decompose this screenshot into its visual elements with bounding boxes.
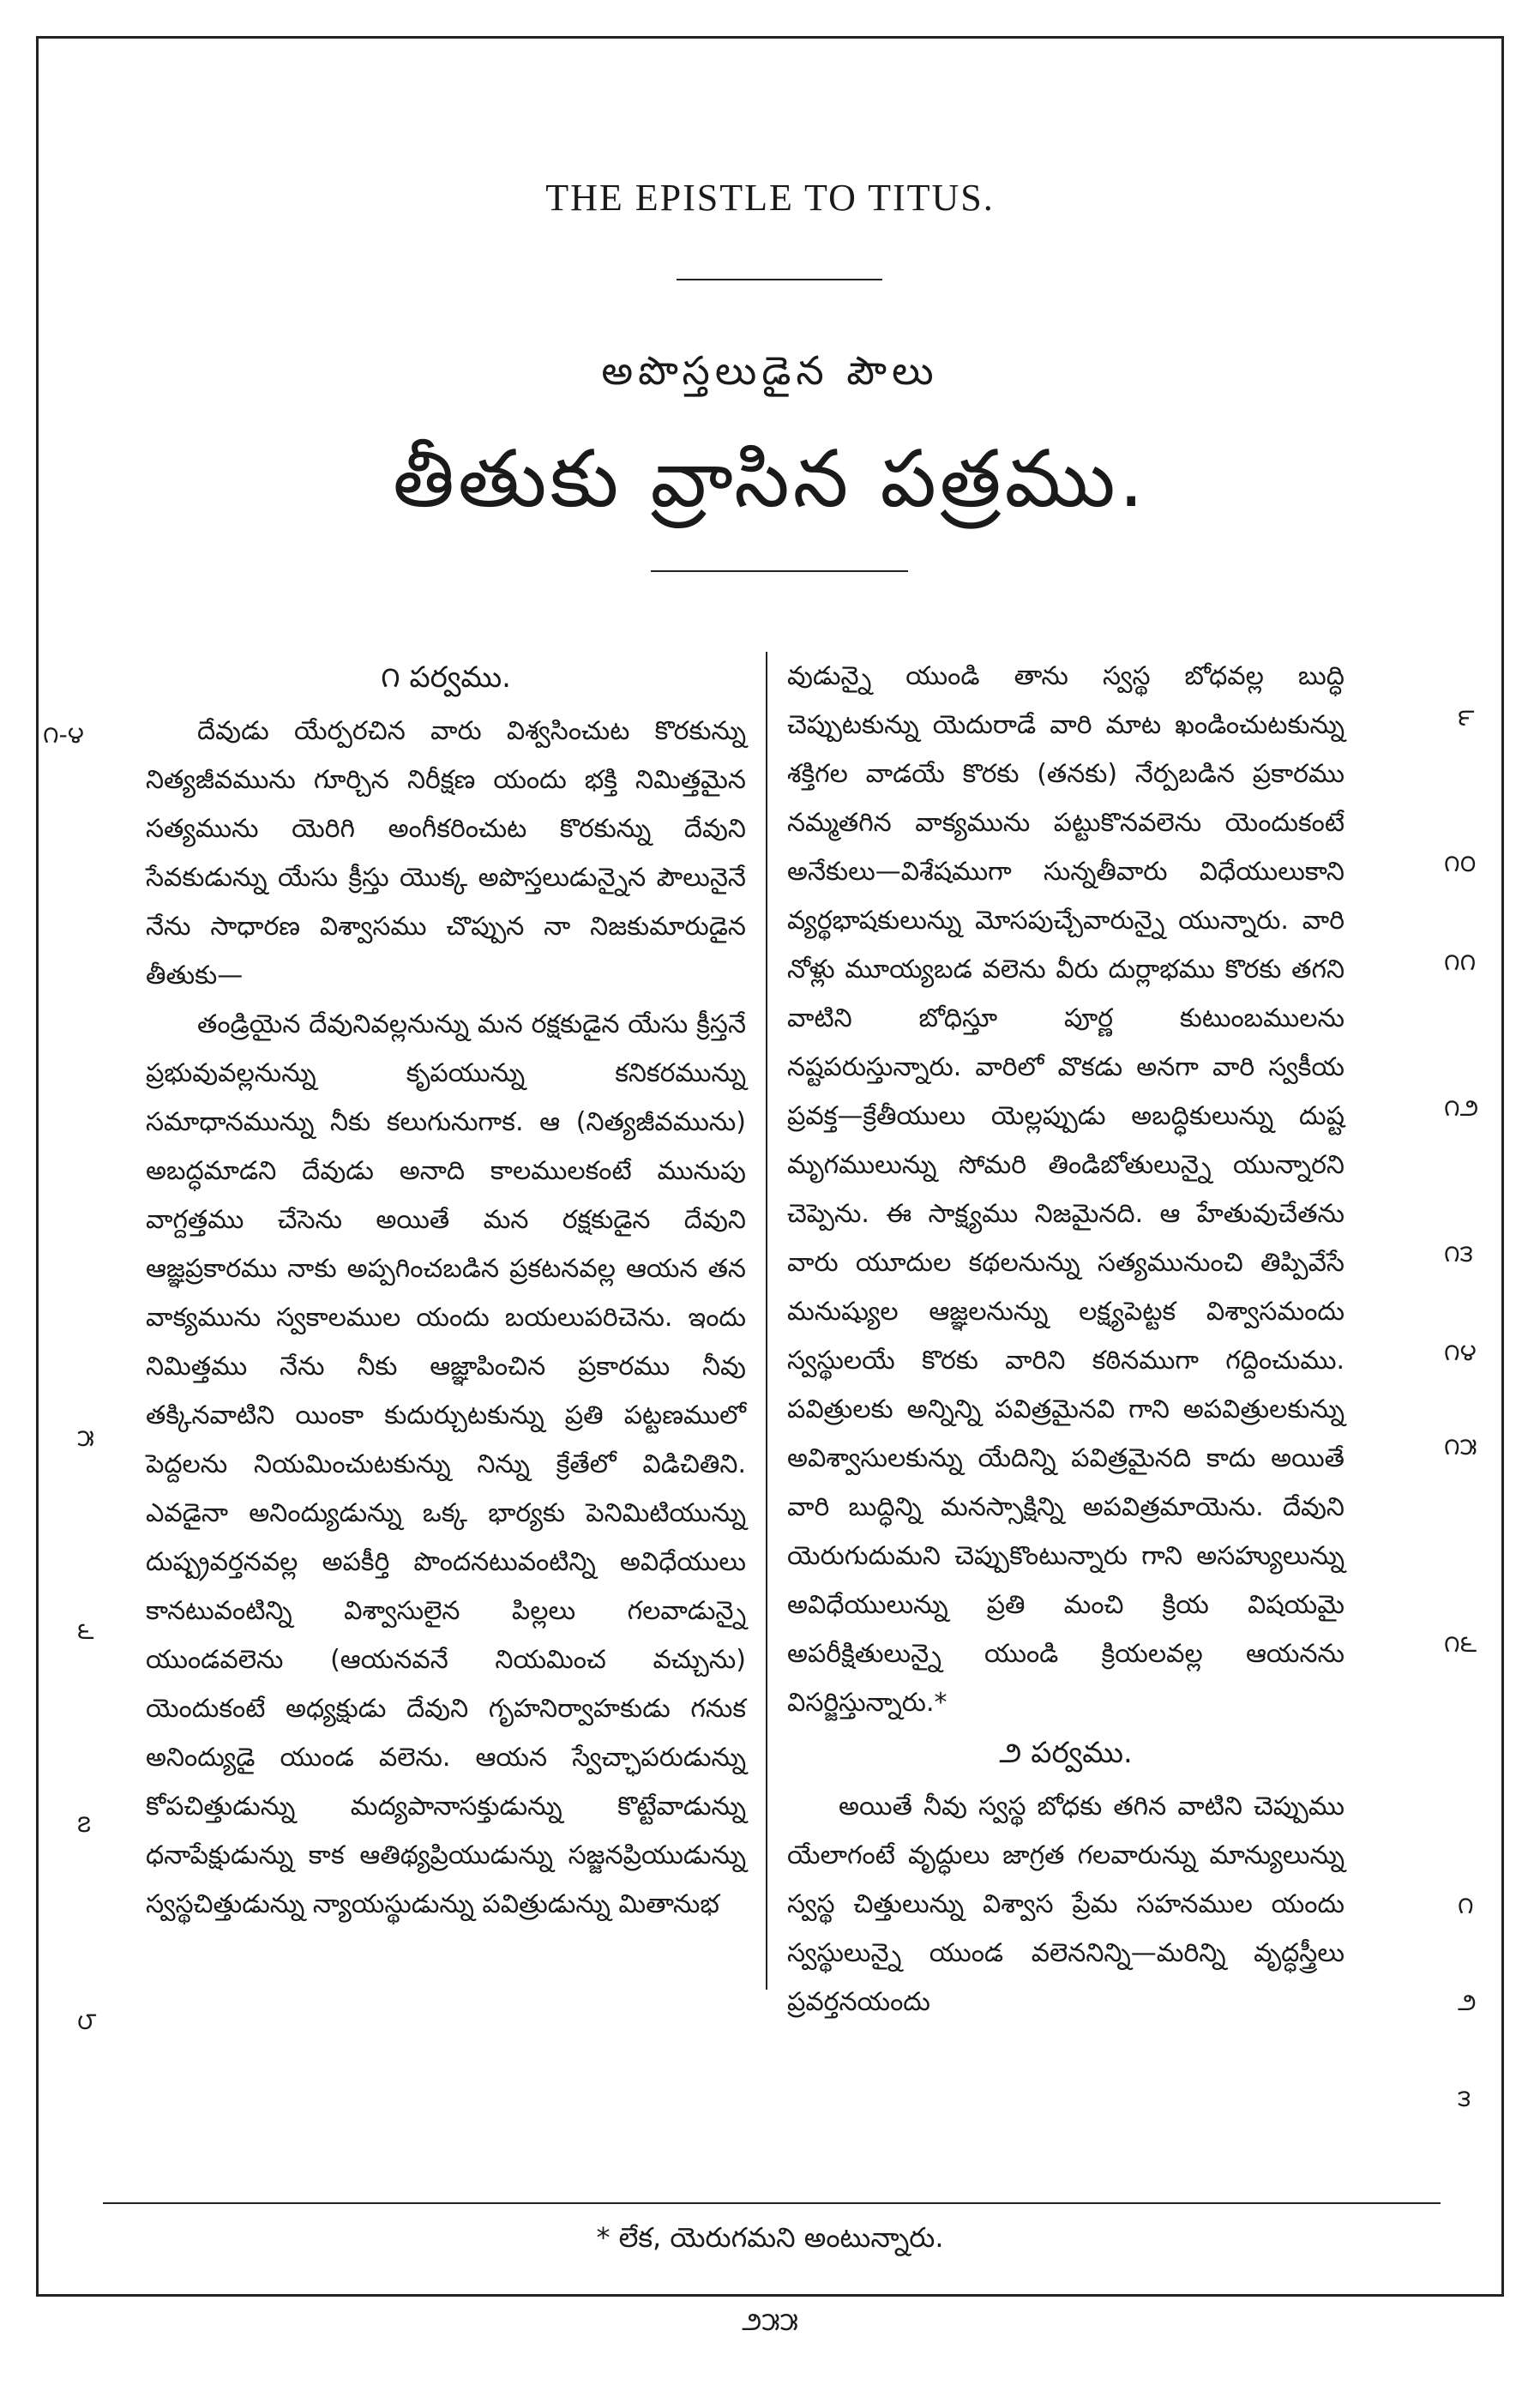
verse-marker: ౭	[77, 1810, 92, 1838]
left-column	[146, 652, 746, 1972]
title-rule-bottom	[651, 570, 908, 572]
verse-marker: ౧౩	[1444, 1239, 1473, 1268]
verse-marker: ౧౦	[1444, 849, 1477, 877]
verse-paragraph: వుడున్నై యుండి తాను స్వస్థ బోధవల్ల బుద్ధి చెప్పుటకున్ను యెదురాడే వారి మాట ఖండించుటకున్ను శక్తిగల వాడయే కొరకు (తనకు) నేర్పబడిన ప్రకారము నమ్మతగిన వాక్యమును పట్టుకొనవలెను యెందుకంటే అనేకులు—విశేషముగా సున్నతీవారు విధేయులుకాని వ్యర్థభాషకులున్ను మోసపుచ్చేవారున్నై యున్నారు. వారి నోళ్లు మూయ్యబడ వలెను వీరు దుర్లాభము కొరకు తగని వాటిని బోధిస్తూ పూర్ణ కుటుంబములను నష్టపరుస్తున్నారు. వారిలో వొకడు అనగా వారి స్వకీయ ప్రవక్త—క్రేతీయులు యెల్లప్పుడు అబద్ధికులున్ను దుష్ట మృగములున్ను సోమరి తిండిబోతులున్నై యున్నారని చెప్పెను. ఈ సాక్ష్యము నిజమైనది. ఆ హేతువుచేతను వారు యూదుల కథలనున్ను సత్యమునుంచి తిప్పివేసే మనుష్యుల ఆజ్ఞలనున్ను లక్ష్యపెట్టక విశ్వాసమందు స్వస్థులయే కొరకు వారిని కఠినముగా గద్దించుము. పవిత్రులకు అన్నిన్ని పవిత్రమైనవి గాని అపవిత్రులకున్ను అవిశ్వాసులకున్ను యేదిన్ని పవిత్రమైనది కాదు అయితే వారి బుద్ధిన్ని మనస్సాక్షిన్ని అపవిత్రమాయెను. దేవుని యెరుగుదుమని చెప్పుకొంటున్నారు గాని అసహ్యులున్ను అవిధేయులున్ను ప్రతి మంచి క్రియ విషయమై అపరీక్షితులున్నై యుండి క్రియలవల్ల ఆయనను విసర్జిస్తున్నారు.*	[787, 661, 1344, 1718]
verse-marker: ౧౪	[1444, 1338, 1477, 1366]
column-divider	[766, 652, 767, 1990]
footnote-rule	[103, 2202, 1441, 2204]
telugu-subtitle: అపొస్తలుడైన పౌలు	[601, 347, 939, 394]
chapter-2-heading: ౨ పర్వము.	[999, 1736, 1133, 1770]
verse-paragraph: తండ్రియైన దేవునివల్లనున్ను మన రక్షకుడైన యేసు క్రీస్తనే ప్రభువువల్లనున్ను కృపయున్ను కనికరమున్ను సమాధానమున్ను నీకు కలుగునుగాక. ఆ (నిత్యజీవమును) అబద్ధమాడని దేవుడు అనాది కాలములకంటే మునుపు వాగ్దత్తము చేసెను అయితే మన రక్షకుడైన దేవుని ఆజ్ఞప్రకారము నాకు అప్పగించబడిన ప్రకటనవల్ల ఆయన తన వాక్యమును స్వకాలముల యందు బయలుపరిచెను. ఇందు నిమిత్తము నేను నీకు ఆజ్ఞాపించిన ప్రకారము నీవు తక్కినవాటిని యింకా కుదుర్చుటకున్ను ప్రతి పట్టణములో పెద్దలను నియమించుటకున్ను నిన్ను క్రేతేలో విడిచితిని. ఎవడైనా అనింద్యుడున్ను ఒక్క భార్యకు పెనిమిటియున్ను దుష్ప్రవర్తనవల్ల అపకీర్తి పొందనటువంటిన్ని అవిధేయులు కానటువంటిన్ని విశ్వాసులైన పిల్లలు గలవాడున్నై యుండవలెను (ఆయనవనే నియమించ వచ్చును) యెందుకంటే అధ్యక్షుడు దేవుని గృహనిర్వాహకుడు గనుక అనింద్యుడై యుండ వలెను. ఆయన స్వేచ్ఛాపరుడున్ను కోపచిత్తుడున్ను మద్యపానాసక్తుడున్ను కొట్టేవాడున్ను ధనాపేక్షుడున్ను కాక ఆతిథ్యప్రియుడున్ను సజ్జనప్రియుడున్ను స్వస్థచిత్తుడున్ను న్యాయస్థుడున్ను పవిత్రుడున్ను మితానుభ	[146, 1009, 746, 1919]
telugu-title: తీతుకు వ్రాసిన పత్రము.	[393, 433, 1147, 525]
verse-marker: ౧౬	[1444, 1629, 1477, 1658]
verse-paragraph: అయితే నీవు స్వస్థ బోధకు తగిన వాటిని చెప్పుము యేలాగంటే వృద్ధులు జాగ్రత గలవారున్ను మాన్యులున్ను స్వస్థ చిత్తులున్ను విశ్వాస ప్రేమ సహనముల యందు స్వస్థులున్నై యుండ వలెననిన్ని—మరిన్ని వృద్ధస్త్రీలు ప్రవర్తనయందు	[787, 1792, 1344, 2017]
verse-paragraph: దేవుడు యేర్పరచిన వారు విశ్వసించుట కొరకున్ను నిత్యజీవమును గూర్చిన నిరీక్షణ యందు భక్తి నిమిత్తమైన సత్యమును యెరిగి అంగీకరించుట కొరకున్ను దేవుని సేవకుడున్ను యేసు క్రీస్తు యొక్క అపొస్తలుడున్నైన పౌలునైనే నేను సాధారణ విశ్వాసము చొప్పున నా నిజకుమారుడైన తీతుకు—	[146, 716, 746, 991]
verse-marker: ౧౨	[1444, 1093, 1479, 1122]
verse-marker: ౫	[77, 1424, 94, 1452]
verse-marker: ౬	[77, 1617, 94, 1645]
verse-marker: ౧-౪	[43, 720, 84, 749]
verse-marker: ౧	[1458, 1891, 1474, 1919]
title-rule-top	[677, 279, 882, 280]
verse-marker: ౩	[1458, 2084, 1471, 2112]
english-title: THE EPISTLE TO TITUS.	[545, 177, 995, 219]
page-number: ౨౫౫	[742, 2307, 798, 2337]
verse-marker: ౨	[1458, 1988, 1477, 2016]
chapter-1-heading: ౧ పర్వము.	[381, 660, 511, 695]
verse-marker: ౧౧	[1444, 948, 1477, 976]
verse-marker: ౯	[1458, 703, 1475, 732]
verse-marker: ౮	[77, 2007, 97, 2035]
verse-marker: ౧౫	[1444, 1432, 1477, 1460]
footnote: * లేక, యెరుగమని అంటున్నారు.	[596, 2221, 944, 2254]
right-column	[787, 652, 1344, 2017]
